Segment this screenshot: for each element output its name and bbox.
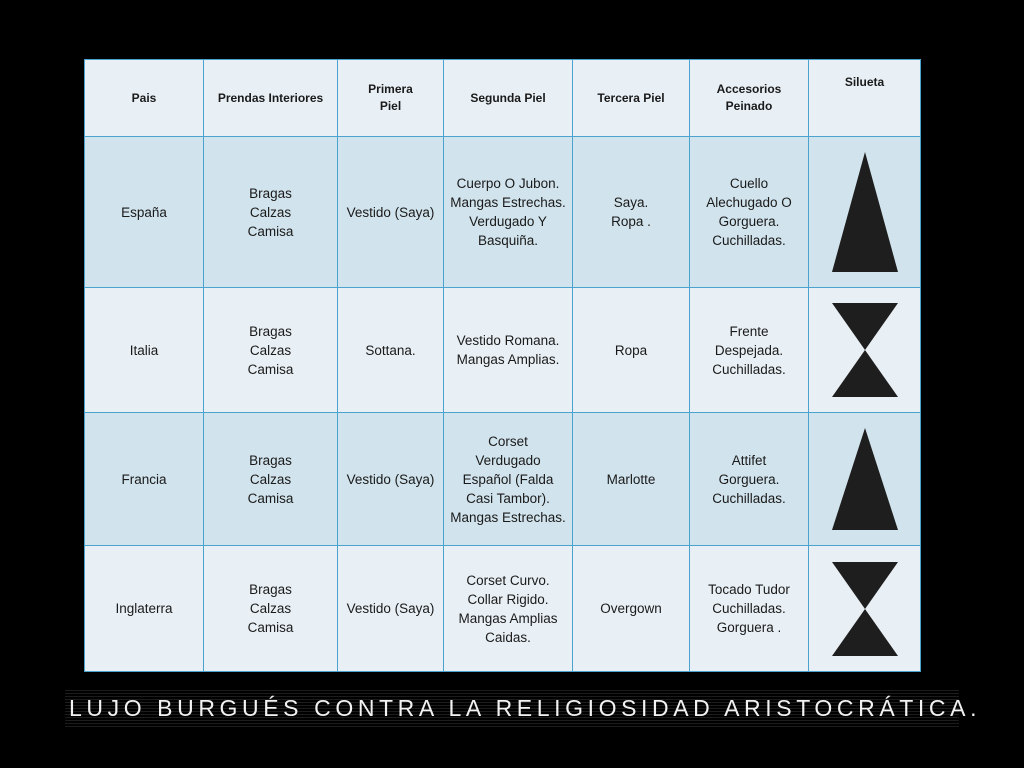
cell-primera-piel — [338, 413, 444, 546]
cell-silueta — [809, 546, 921, 672]
table-row — [85, 288, 921, 413]
cell-line: Ropa . — [611, 214, 651, 229]
cell-line: Español (Falda — [462, 471, 554, 487]
cell-prendas-interiores — [204, 546, 338, 672]
header-line: Piel — [379, 99, 402, 113]
cell-silueta — [809, 288, 921, 413]
cell-segunda-piel — [444, 137, 573, 288]
cell-pais — [85, 288, 204, 413]
header-tercera-piel — [573, 60, 690, 137]
cell-prendas-interiores — [204, 137, 338, 288]
cell-line: Ropa — [614, 342, 648, 358]
cell-primera-piel — [338, 137, 444, 288]
cell-line: Bragas — [249, 582, 292, 597]
cell-accesorios-peinado — [690, 137, 809, 288]
cell-line: Cuerpo O Jubon. — [456, 176, 560, 191]
cell-line: Bragas — [249, 452, 292, 468]
cell-silueta — [809, 413, 921, 546]
cell-line: Frente — [729, 323, 769, 339]
header-accesorios-peinado — [690, 60, 809, 137]
cell-line: Calzas — [249, 601, 292, 616]
cell-line: Saya. — [613, 195, 649, 210]
cell-line: Verdugado Y — [469, 214, 547, 229]
cell-prendas-interiores — [204, 288, 338, 413]
cell-line: Gorguera. — [718, 471, 780, 487]
slide-caption: LUJO BURGUÉS CONTRA LA RELIGIOSIDAD ARISTOCRÁTICA. — [69, 695, 982, 721]
header-silueta — [809, 60, 921, 137]
cell-tercera-piel — [573, 137, 690, 288]
cell-line: Camisa — [247, 223, 294, 239]
cell-line: Camisa — [247, 490, 294, 506]
cell-line: Gorguera . — [716, 620, 782, 635]
cell-segunda-piel — [444, 413, 573, 546]
silhouette-triangle-shape — [832, 428, 898, 530]
silhouette-hourglass-icon — [831, 303, 899, 397]
cell-line: Vestido Romana. — [456, 333, 560, 348]
cell-pais — [85, 546, 204, 672]
cell-line: Caidas. — [485, 629, 531, 645]
cell-line: Sottana. — [365, 342, 416, 358]
header-line: Primera — [368, 82, 413, 96]
cell-line: Calzas — [249, 204, 292, 220]
cell-prendas-interiores — [204, 413, 338, 546]
silhouette-hourglass-shape — [832, 562, 898, 656]
table-body — [85, 137, 921, 672]
cell-pais — [85, 137, 204, 288]
cell-tercera-piel — [573, 413, 690, 546]
cell-line: Italia — [129, 342, 159, 358]
cell-segunda-piel — [444, 288, 573, 413]
cell-line: Gorguera. — [718, 214, 780, 229]
cell-primera-piel — [338, 546, 444, 672]
cell-line: Camisa — [247, 620, 294, 635]
cell-line: Mangas Estrechas. — [450, 509, 566, 525]
cell-accesorios-peinado — [690, 288, 809, 413]
cell-line: Overgown — [600, 601, 662, 616]
cell-line: Francia — [121, 471, 167, 487]
cell-line: Alechugado O — [706, 195, 792, 210]
silhouette-triangle-icon — [831, 152, 899, 272]
cell-line: Calzas — [249, 342, 292, 358]
table-row — [85, 137, 921, 288]
cell-line: Attifet — [731, 452, 767, 468]
cell-line: Mangas Amplias — [458, 610, 558, 626]
cell-line: Basquiña. — [477, 233, 539, 248]
header-pais — [85, 60, 204, 137]
cell-line: Tocado Tudor — [708, 582, 790, 597]
cell-line: Cuchilladas. — [712, 490, 786, 506]
cell-tercera-piel — [573, 546, 690, 672]
header-line: Prendas Interiores — [217, 90, 324, 105]
cell-line: Vestido (Saya) — [346, 204, 435, 220]
header-line: Tercera Piel — [597, 90, 665, 105]
table-row — [85, 546, 921, 672]
cell-line: Verdugado — [475, 452, 541, 468]
cell-line: Calzas — [249, 471, 292, 487]
header-line: Silueta — [844, 75, 885, 89]
costume-comparison-table — [84, 59, 921, 672]
cell-line: Corset — [488, 433, 528, 449]
cell-line: Camisa — [247, 361, 294, 377]
cell-accesorios-peinado — [690, 546, 809, 672]
table-row — [85, 413, 921, 546]
cell-line: Cuello — [729, 176, 769, 191]
header-line: Peinado — [725, 99, 773, 113]
header-prendas-interiores — [204, 60, 338, 137]
cell-line: Cuchilladas. — [712, 233, 786, 248]
header-primera-piel — [338, 60, 444, 137]
cell-line: España — [121, 204, 167, 220]
cell-line: Casi Tambor). — [466, 490, 550, 506]
cell-line: Bragas — [249, 185, 292, 201]
header-line: Accesorios — [716, 82, 782, 96]
cell-line: Marlotte — [606, 471, 656, 487]
cell-line: Bragas — [249, 323, 292, 339]
table-header-row — [85, 60, 921, 137]
cell-line: Vestido (Saya) — [346, 601, 435, 616]
cell-line: Mangas Estrechas. — [450, 195, 566, 210]
header-segunda-piel — [444, 60, 573, 137]
cell-primera-piel — [338, 288, 444, 413]
cell-line: Cuchilladas. — [712, 361, 786, 377]
cell-line: Cuchilladas. — [712, 601, 786, 616]
silhouette-hourglass-icon — [831, 562, 899, 656]
cell-tercera-piel — [573, 288, 690, 413]
cell-line: Corset Curvo. — [466, 572, 550, 588]
cell-line: Collar Rigido. — [467, 591, 549, 607]
cell-line: Vestido (Saya) — [346, 471, 435, 487]
silhouette-triangle-icon — [831, 428, 899, 530]
cell-line: Despejada. — [714, 342, 784, 358]
cell-segunda-piel — [444, 546, 573, 672]
cell-silueta — [809, 137, 921, 288]
cell-accesorios-peinado — [690, 413, 809, 546]
cell-line: Mangas Amplias. — [456, 352, 560, 367]
silhouette-hourglass-shape — [832, 303, 898, 397]
cell-pais — [85, 413, 204, 546]
cell-line: Inglaterra — [115, 601, 173, 616]
silhouette-triangle-shape — [832, 152, 898, 272]
header-line: Segunda Piel — [470, 90, 546, 105]
header-line: Pais — [131, 90, 157, 105]
